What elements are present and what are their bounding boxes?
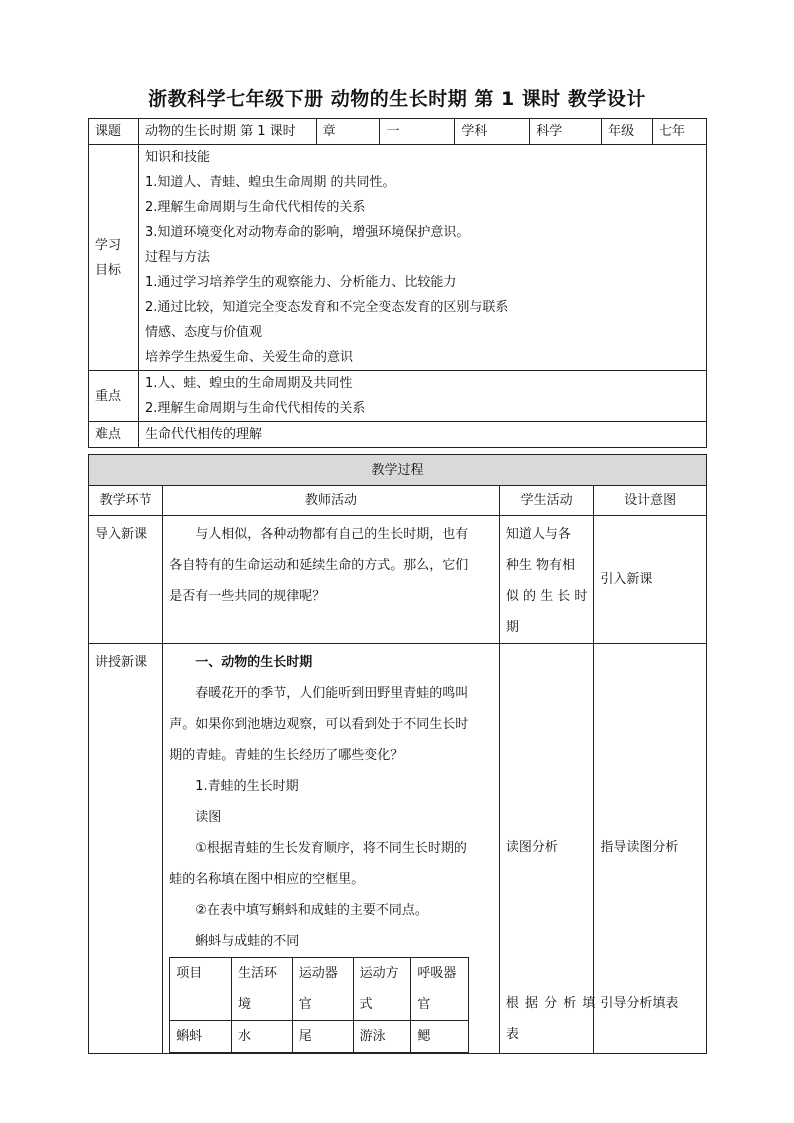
key-points-label: 重点: [89, 371, 139, 422]
process-section-title: 教学过程: [89, 455, 707, 486]
header-teacher: 教师活动: [163, 486, 500, 516]
compare-table: [169, 957, 469, 1053]
intro-student: 知道人与各 种生 物有相 似 的 生 长 时 期: [499, 516, 594, 644]
compare-cell: 蝌蚪: [170, 1021, 232, 1053]
compare-row: [170, 1021, 469, 1053]
compare-cell: 尾: [292, 1021, 353, 1053]
compare-header-row: [170, 958, 469, 1021]
key-points-row: [89, 371, 707, 422]
grade-value: 七年: [653, 119, 707, 145]
chapter-value: 一: [380, 119, 455, 145]
key-points-content: 1.人、蛙、蝗虫的生命周期及共同性 2.理解生命周期与生命代代相传的关系: [138, 371, 706, 422]
intro-row: [89, 516, 707, 644]
compare-cell: 鳃: [411, 1021, 469, 1053]
info-row: [89, 119, 707, 145]
compare-header: 项目: [170, 958, 232, 1021]
teach-teacher: 一、动物的生长时期 春暖花开的季节，人们能听到田野里青蛙的鸣叫 声。如果你到池塘边观察，可以看到处于不同生长时 期的青蛙。青蛙的生长经历了哪些变化？ 1.青蛙的生长时期 读图 ①根据青蛙的生长发育顺序，将不同生长时期的 蛙的名称填在图中相应的空框里。 ②在表中填写蝌蚪和成蛙的主要不同点。 蝌蚪与成蛙的不同 项目 生活环境 运动器官 运动方式 呼吸器官 蝌蚪 水 尾 游泳 鳃: [163, 644, 500, 1054]
compare-header: 生活环境: [232, 958, 293, 1021]
goals-content: [138, 145, 706, 371]
teach-intent-2: 引导分析填表: [600, 996, 679, 1011]
teach-row: [89, 644, 707, 1054]
table-caption: 蝌蚪与成蛙的不同: [195, 934, 300, 949]
subject-label: 学科: [455, 119, 530, 145]
teach-student-2a: 根 据 分 析 填: [505, 996, 597, 1011]
header-stage: 教学环节: [89, 486, 163, 516]
teach-student: [499, 644, 597, 1054]
goals-label: 学习 目标: [89, 145, 139, 371]
goals-line: 过程与方法: [144, 250, 210, 265]
compare-header: 运动方式: [353, 958, 411, 1021]
compare-header: 运动器官: [292, 958, 353, 1021]
topic-label: 课题: [89, 119, 139, 145]
teach-student-1: 读图分析: [505, 840, 558, 855]
chapter-label: 章: [316, 119, 380, 145]
compare-cell: 水: [232, 1021, 293, 1053]
intro-stage: 导入新课: [89, 516, 163, 644]
header-student: 学生活动: [499, 486, 594, 516]
goals-line: 知识和技能: [144, 150, 210, 165]
topic-value: 动物的生长时期 第 1 课时: [138, 119, 316, 145]
goals-line: 2.理解生命周期与生命代代相传的关系: [144, 200, 366, 215]
intro-intent: 引入新课: [594, 516, 707, 644]
goals-line: 培养学生热爱生命、关爱生命的意识: [144, 350, 353, 365]
teach-student-2b: 表: [505, 1027, 519, 1042]
difficulty-content: 生命代代相传的理解: [138, 422, 706, 448]
teach-heading: 一、动物的生长时期: [195, 655, 313, 670]
process-table: [88, 454, 707, 1054]
page-title: 浙教科学七年级下册 动物的生长时期 第 1 课时 教学设计: [148, 88, 646, 110]
goals-line: 1.知道人、青蛙、蝗虫生命周期 的共同性。: [144, 175, 396, 190]
intro-teacher: 与人相似，各种动物都有自己的生长时期，也有 各自特有的生命运动和延续生命的方式。那么，它们 是否有一些共同的规律呢？: [163, 516, 500, 644]
compare-header: 呼吸器官: [411, 958, 469, 1021]
teach-intent: [594, 644, 707, 1054]
teach-stage: 讲授新课: [89, 644, 163, 1054]
teach-intent-1: 指导读图分析: [600, 840, 679, 855]
goals-line: 2.通过比较，知道完全变态发育和不完全变态发育的区别与联系: [144, 300, 509, 315]
grade-label: 年级: [602, 119, 653, 145]
goals-line: 1.通过学习培养学生的观察能力、分析能力、比较能力: [144, 275, 457, 290]
goals-row: [89, 145, 707, 371]
subject-value: 科学: [530, 119, 602, 145]
difficulty-label: 难点: [89, 422, 139, 448]
compare-cell: 游泳: [353, 1021, 411, 1053]
difficulty-row: [89, 422, 707, 448]
goals-line: 情感、态度与价值观: [144, 325, 262, 340]
info-table: [88, 118, 707, 448]
header-intent: 设计意图: [594, 486, 707, 516]
goals-line: 3.知道环境变化对动物寿命的影响，增强环境保护意识。: [144, 225, 470, 240]
